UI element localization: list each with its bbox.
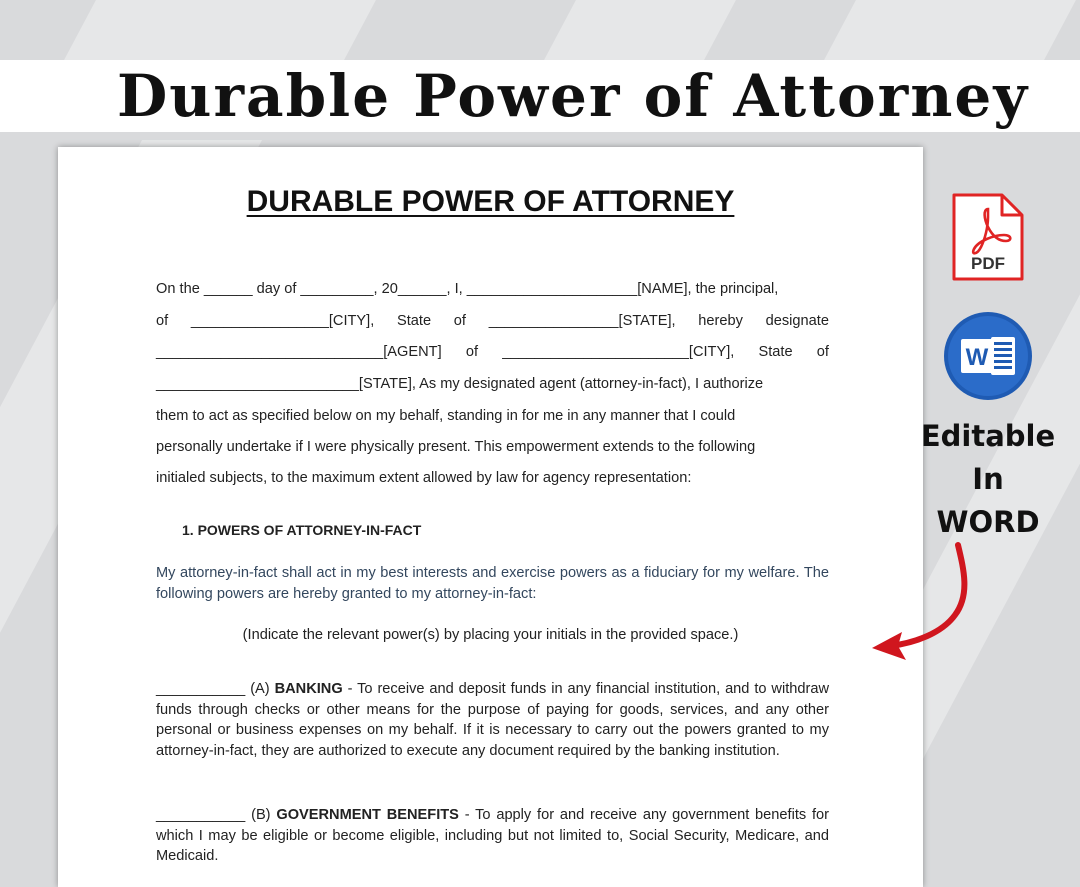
intro-line-4: _________________________[STATE], As my designated agent (attorney-in-fact), I authorize <box>156 376 764 392</box>
title-banner <box>0 60 1080 132</box>
editable-in-word-label: Editable In WORD <box>920 419 1056 539</box>
intro-line-5: them to act as specified below on my behalf, standing in for me in any manner that I could <box>156 408 736 424</box>
power-government-benefits: ___________ (B) GOVERNMENT BENEFITS - To apply for and receive any government benefits for which I may be eligible or become eligible, including but not limited to, Social Security, Medicare, and Medicaid. <box>156 807 830 865</box>
intro-line-1: On the ______ day of _________, 20______, I, _____________________[NAME], the principal, <box>156 281 779 297</box>
banner-title: Durable Power of Attorney <box>117 62 1030 130</box>
pdf-file-icon <box>950 191 1026 283</box>
section-1-heading: 1. POWERS OF ATTORNEY-IN-FACT <box>182 522 422 538</box>
word-icon <box>943 311 1033 401</box>
curved-arrow-icon <box>860 540 990 665</box>
power-banking: ___________ (A) BANKING - To receive and deposit funds in any financial institution, and to withdraw funds through checks or other means for the purpose of paying for goods, services, and any other personal or business expenses on my behalf. If it is necessary to carry out the powers granted to my attorney-in-fact, they are authorized to execute any document required by the banking institution. <box>156 681 830 760</box>
document-title: DURABLE POWER OF ATTORNEY <box>246 185 735 218</box>
svg-text:PDF: PDF <box>971 254 1005 273</box>
intro-line-2: of _________________[CITY], State of ________________[STATE], hereby designate <box>156 313 829 329</box>
document-page <box>58 147 923 887</box>
intro-line-7: initialed subjects, to the maximum extent allowed by law for agency representation: <box>156 470 692 486</box>
intro-line-6: personally undertake if I were physically present. This empowerment extends to the following <box>156 439 756 455</box>
svg-text:W: W <box>965 344 989 371</box>
intro-line-3: ____________________________[AGENT] of _______________________[CITY], State of <box>156 344 829 360</box>
section-1-text: My attorney-in-fact shall act in my best interests and exercise powers as a fiduciary for my welfare. The following powers are hereby granted to my attorney-in-fact: <box>156 565 829 602</box>
instruction-text: (Indicate the relevant power(s) by placing your initials in the provided space.) <box>242 627 739 643</box>
